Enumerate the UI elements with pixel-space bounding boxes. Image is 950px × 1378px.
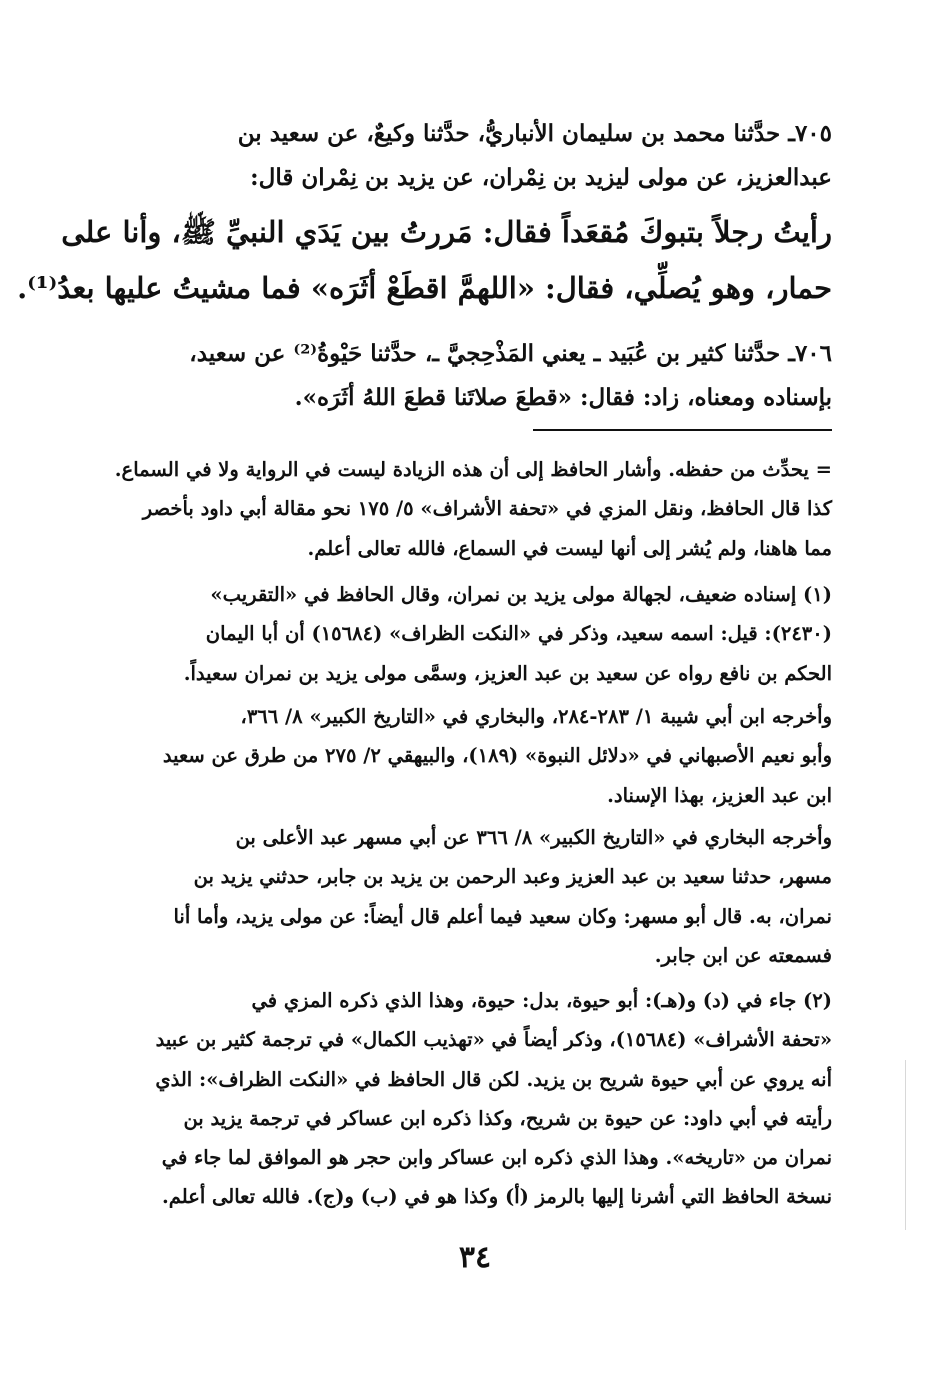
hadith-706 [112, 332, 832, 420]
footnote-1-sources [112, 697, 832, 815]
footnote-1 [112, 575, 832, 693]
text-line: رأيته في أبي داود: عن حيوة بن شريح، وكذا ذكره ابن عساكر في ترجمة يزيد بن [183, 1106, 832, 1130]
text-line: ٧٠٦ـ حدَّثنا كثير بن عُبَيد ـ يعني المَذْحِجيَّ ـ، حدَّثنا حَيْوةُ⁽²⁾ عن سعيد، [189, 340, 832, 367]
text-line: (١) إسناده ضعيف، لجهالة مولى يزيد بن نمران، وقال الحافظ في «التقريب» [210, 583, 832, 606]
text-line: وأخرجه ابن أبي شيبة ١/ ٢٨٣-٢٨٤، والبخاري في «التاريخ الكبير» ٨/ ٣٦٦، [240, 705, 832, 728]
text-line: مسهر، حدثنا سعيد بن عبد العزيز وعبد الرحمن بن يزيد بن جابر، حدثني يزيد بن [193, 865, 832, 889]
footnote-continuation [112, 450, 832, 568]
text-line: (٢) جاء في (د) و(هـ): أبو حيوة، بدل: حيوة، وهذا الذي ذكره المزي في [251, 989, 832, 1012]
footnote-1-bukhari [112, 818, 832, 975]
footnote-2 [112, 981, 832, 1217]
text-line: فسمعته عن ابن جابر. [654, 943, 832, 967]
page-number: ٣٤ [458, 1240, 492, 1275]
scan-margin-mark [905, 1060, 906, 1230]
text-line: رأيتُ رجلاً بتبوكَ مُقعَداً فقال: مَررتُ بين يَدَي النبيِّ ﷺ، وأنا على [61, 215, 832, 249]
text-line: نمران من «تاريخه». وهذا الذي ذكره ابن عساكر وابن حجر هو الموافق لما جاء في [161, 1146, 832, 1170]
text-line: مما هاهنا، ولم يُشر إلى أنها ليست في السماع، فالله تعالى أعلم. [307, 536, 832, 560]
text-line: بإسناده ومعناه، زاد: فقال: «قطعَ صلاتَنا قطعَ اللهُ أثَرَه». [294, 384, 832, 411]
text-line: نمران، به. قال أبو مسهر: وكان سعيد فيما أعلم قال أيضاً: عن مولى يزيد، وأما أنا [173, 904, 832, 928]
hadith-705-matn [17, 204, 832, 316]
text-line: «تحفة الأشراف» (١٥٦٨٤)، وذكر أيضاً في «تهذيب الكمال» في ترجمة كثير بن عبيد [155, 1028, 832, 1052]
text-line: = يحدِّث من حفظه. وأشار الحافظ إلى أن هذه الزيادة ليست في الرواية ولا في السماع. [114, 458, 832, 481]
text-line: وأخرجه البخاري في «التاريخ الكبير» ٨/ ٣٦٦ عن أبي مسهر عبد الأعلى بن [235, 826, 832, 849]
text-line: ٧٠٥ـ حدَّثنا محمد بن سليمان الأنباريُّ، حدَّثنا وكيعٌ، عن سعيد بن [237, 120, 832, 147]
text-line: أنه يروي عن أبي حيوة شريح بن يزيد. لكن قال الحافظ في «النكت الظراف»: الذي [155, 1067, 832, 1091]
text-line: نسخة الحافظ التي أشرنا إليها بالرمز (أ) وكذا هو في (ب) و(ج). فالله تعالى أعلم. [161, 1185, 832, 1209]
text-line: الحكم بن نافع رواه عن سعيد بن عبد العزيز، وسمَّى مولى يزيد بن نمران سعيداً. [183, 661, 832, 685]
text-line: (٢٤٣٠): قيل: اسمه سعيد، وذكر في «النكت الظراف» (١٥٦٨٤) أن أبا اليمان [205, 622, 832, 646]
text-line: وأبو نعيم الأصبهاني في «دلائل النبوة» (١٨٩)، والبيهقي ٢/ ٢٧٥ من طرق عن سعيد [162, 744, 832, 768]
text-line: ابن عبد العزيز، بهذا الإسناد. [607, 783, 832, 807]
hadith-705-isnad [112, 112, 832, 200]
footnote-divider [533, 429, 832, 431]
text-line: حمار، وهو يُصلِّي، فقال: «اللهمَّ اقطَعْ أثَرَه» فما مشيتُ عليها بعدُ⁽¹⁾. [17, 271, 832, 305]
text-line: عبدالعزيز، عن مولى ليزيد بن نِمْران، عن يزيد بن نِمْران قال: [250, 164, 832, 191]
text-line: كذا قال الحافظ، ونقل المزي في «تحفة الأشراف» ٥/ ١٧٥ نحو مقالة أبي داود بأخصر [142, 497, 832, 521]
